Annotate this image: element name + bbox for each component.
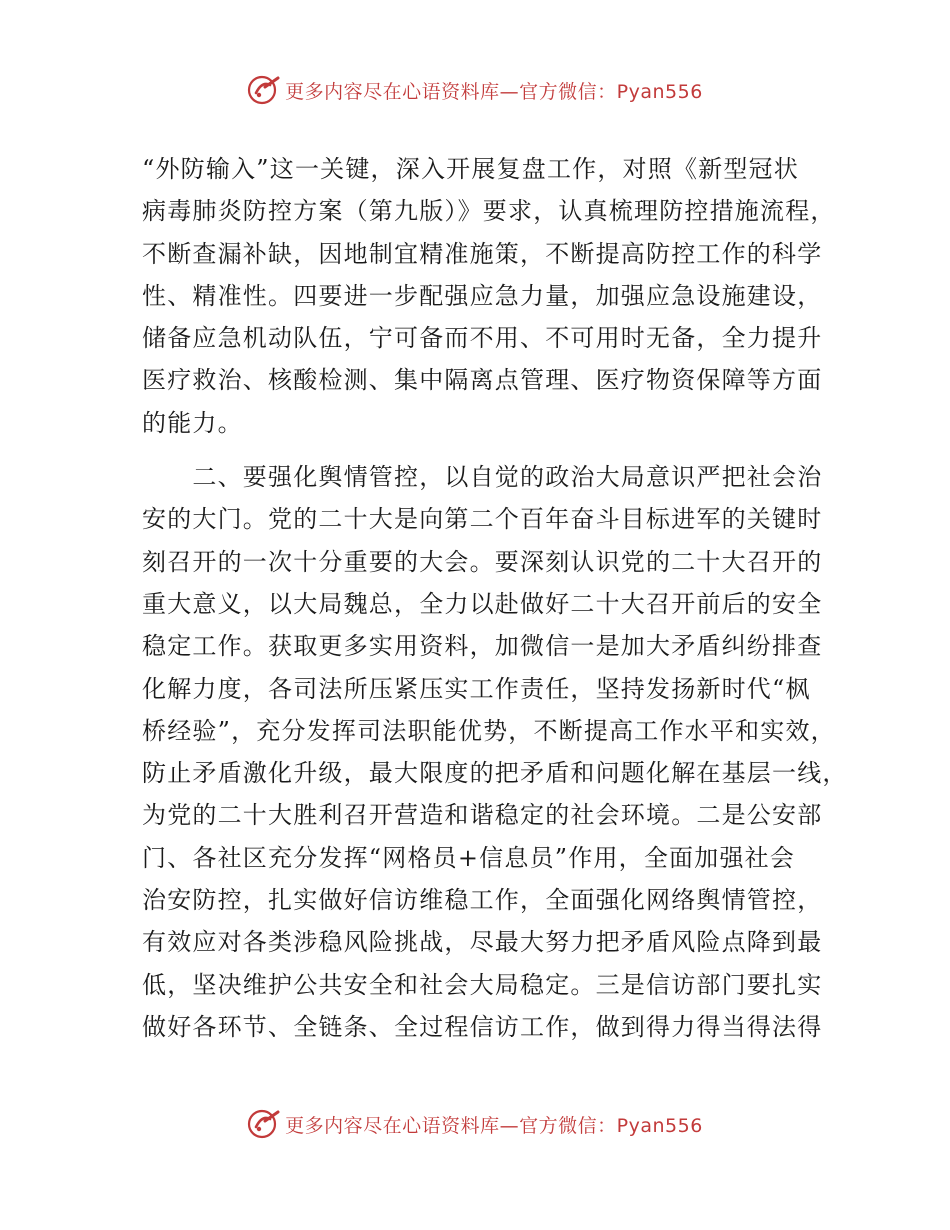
- text-line: 刻召开的一次十分重要的大会。要深刻认识党的二十大召开的: [142, 547, 823, 576]
- header-watermark: [0, 70, 950, 110]
- text-line: 重大意义，以大局魏总，全力以赴做好二十大召开前后的安全: [142, 589, 823, 618]
- stamp-seal-icon: [247, 73, 281, 107]
- wechat-id: Pyan556: [616, 80, 703, 103]
- watermark-text: 更多内容尽在心语资料库—官方微信：Pyan556: [285, 1114, 703, 1137]
- paragraph-2: [142, 456, 848, 1048]
- text-line: 桥经验”，充分发挥司法职能优势，不断提高工作水平和实效，: [142, 716, 836, 745]
- text-line: 治安防控，扎实做好信访维稳工作，全面强化网络舆情管控，: [142, 886, 823, 915]
- paragraph-1: [142, 148, 836, 444]
- watermark-text: 更多内容尽在心语资料库—官方微信：Pyan556: [285, 80, 703, 103]
- text-line: 稳定工作。获取更多实用资料，加微信一是加大矛盾纠纷排查: [142, 632, 823, 661]
- text-line: 病毒肺炎防控方案（第九版）》要求，认真梳理防控措施流程，: [142, 197, 836, 226]
- text-line: 低，坚决维护公共安全和社会大局稳定。三是信访部门要扎实: [142, 970, 823, 999]
- text-line: 性、精准性。四要进一步配强应急力量，加强应急设施建设，: [142, 281, 823, 310]
- text-line: 医疗救治、核酸检测、集中隔离点管理、医疗物资保障等方面: [142, 366, 823, 395]
- footer-watermark: [0, 1104, 950, 1144]
- text-line: 的能力。: [142, 408, 243, 437]
- text-line: 防止矛盾激化升级，最大限度的把矛盾和问题化解在基层一线，: [142, 759, 848, 788]
- document-body: [142, 148, 848, 1048]
- text-line: “外防输入”这一关键，深入开展复盘工作，对照《新型冠状: [142, 155, 799, 183]
- text-line: 二、要强化舆情管控，以自觉的政治大局意识严把社会治: [142, 463, 823, 492]
- wechat-id: Pyan556: [616, 1114, 703, 1137]
- text-line: 做好各环节、全链条、全过程信访工作，做到得力得当得法得: [142, 1012, 823, 1041]
- text-line: 为党的二十大胜利召开营造和谐稳定的社会环境。二是公安部: [142, 801, 823, 830]
- text-line: 有效应对各类涉稳风险挑战，尽最大努力把矛盾风险点降到最: [142, 928, 823, 957]
- text-line: 安的大门。党的二十大是向第二个百年奋斗目标进军的关键时: [142, 505, 823, 534]
- text-line: 储备应急机动队伍，宁可备而不用、不可用时无备，全力提升: [142, 324, 823, 353]
- text-line: 门、各社区充分发挥“网格员+信息员”作用，全面加强社会: [142, 843, 796, 872]
- stamp-seal-icon: [247, 1107, 281, 1141]
- text-line: 化解力度，各司法所压紧压实工作责任，坚持发扬新时代“枫: [142, 674, 811, 703]
- text-line: 不断查漏补缺，因地制宜精准施策，不断提高防控工作的科学: [142, 239, 823, 268]
